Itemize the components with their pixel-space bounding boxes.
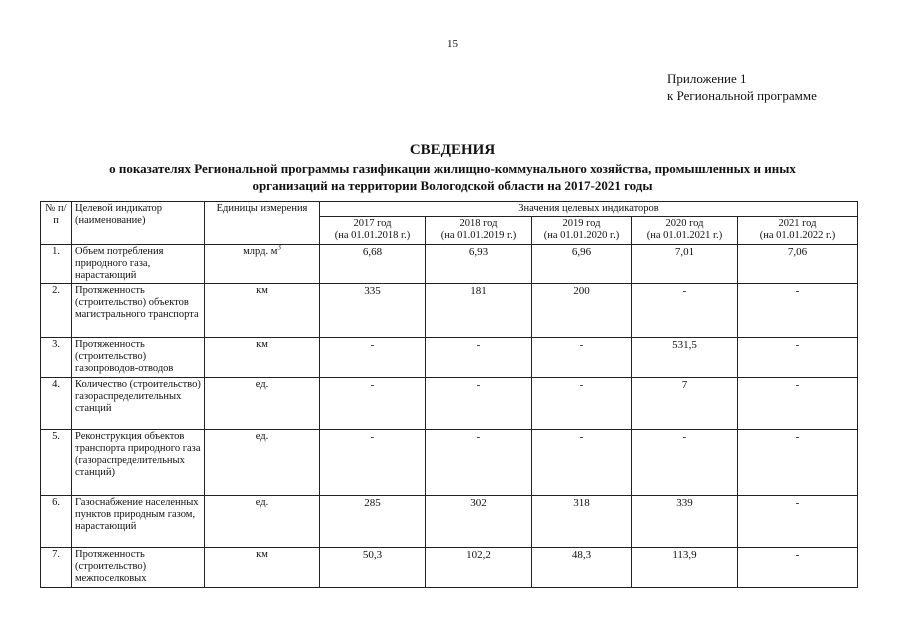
unit-cell <box>205 245 320 284</box>
unit-cell <box>205 430 320 496</box>
header-row-1 <box>41 202 858 217</box>
appendix-line-2: к Региональной программе <box>667 88 817 103</box>
indicator-name: Протяженность (строительство) объектов магистрального транспорта <box>72 284 205 338</box>
year-date: (на 01.01.2019 г.) <box>440 230 517 242</box>
unit-text: млрд. м <box>243 246 278 257</box>
value-cell: - <box>426 378 532 430</box>
appendix-note <box>667 70 817 104</box>
table-row <box>41 378 858 430</box>
unit-cell <box>205 548 320 588</box>
indicators-table <box>40 201 858 588</box>
value-cell: 6,68 <box>320 245 426 284</box>
value-cell: - <box>738 378 858 430</box>
unit-text: км <box>256 549 268 560</box>
value-cell: - <box>738 548 858 588</box>
year-label: 2018 год <box>459 218 498 230</box>
indicator-name: Протяженность (строительство) межпоселковых <box>72 548 205 588</box>
row-number: 1. <box>41 245 72 284</box>
document-title <box>40 140 865 194</box>
year-label: 2017 год <box>353 218 392 230</box>
value-cell: - <box>738 496 858 548</box>
table-row <box>41 548 858 588</box>
unit-text: ед. <box>255 431 269 442</box>
unit-cell <box>205 284 320 338</box>
appendix-line-1: Приложение 1 <box>667 71 747 86</box>
table-row <box>41 430 858 496</box>
year-date: (на 01.01.2021 г.) <box>646 230 723 242</box>
table-row <box>41 496 858 548</box>
value-cell: 6,93 <box>426 245 532 284</box>
row-number: 3. <box>41 338 72 378</box>
row-number: 7. <box>41 548 72 588</box>
value-cell: - <box>426 430 532 496</box>
value-cell: 531,5 <box>632 338 738 378</box>
value-cell: 339 <box>632 496 738 548</box>
value-cell: - <box>632 430 738 496</box>
value-cell: - <box>320 378 426 430</box>
value-cell: - <box>738 338 858 378</box>
unit-cell <box>205 338 320 378</box>
header-year <box>632 217 738 245</box>
year-date: (на 01.01.2022 г.) <box>759 230 836 242</box>
header-year <box>738 217 858 245</box>
unit-text: км <box>256 285 268 296</box>
value-cell: 7 <box>632 378 738 430</box>
value-cell: 113,9 <box>632 548 738 588</box>
value-cell: - <box>532 430 632 496</box>
row-number: 2. <box>41 284 72 338</box>
page-number: 15 <box>447 38 458 50</box>
value-cell: - <box>320 338 426 378</box>
header-indicator: Целевой индикатор (наименование) <box>72 202 205 245</box>
value-cell: 285 <box>320 496 426 548</box>
value-cell: 181 <box>426 284 532 338</box>
title-line-2: организаций на территории Вологодской области на 2017-2021 годы <box>252 178 653 193</box>
table-row <box>41 284 858 338</box>
unit-text: ед. <box>255 379 269 390</box>
row-number: 5. <box>41 430 72 496</box>
title-line-1: о показателях Региональной программы газификации жилищно-коммунального хозяйства, промышленных и иных <box>109 161 796 176</box>
value-cell: 7,06 <box>738 245 858 284</box>
header-unit: Единицы измерения <box>205 202 320 245</box>
unit-text: км <box>256 339 268 350</box>
indicator-name: Реконструкция объектов транспорта природного газа (газораспределительных станций) <box>72 430 205 496</box>
year-date: (на 01.01.2018 г.) <box>334 230 411 242</box>
value-cell: - <box>426 338 532 378</box>
row-number: 6. <box>41 496 72 548</box>
unit-cell <box>205 496 320 548</box>
value-cell: - <box>532 338 632 378</box>
indicator-name: Протяженность (строительство) газопроводов-отводов <box>72 338 205 378</box>
value-cell: 50,3 <box>320 548 426 588</box>
value-cell: - <box>532 378 632 430</box>
header-year <box>532 217 632 245</box>
header-num: № п/п <box>41 202 72 245</box>
year-label: 2021 год <box>778 218 817 230</box>
indicator-name: Количество (строительство) газораспределительных станций <box>72 378 205 430</box>
year-label: 2020 год <box>665 218 704 230</box>
row-number: 4. <box>41 378 72 430</box>
value-cell: - <box>738 284 858 338</box>
value-cell: 318 <box>532 496 632 548</box>
value-cell: 6,96 <box>532 245 632 284</box>
value-cell: 7,01 <box>632 245 738 284</box>
value-cell: 335 <box>320 284 426 338</box>
year-label: 2019 год <box>562 218 601 230</box>
indicator-name: Объем потребления природного газа, нарастающий <box>72 245 205 284</box>
value-cell: 102,2 <box>426 548 532 588</box>
unit-text: ед. <box>255 497 269 508</box>
unit-superscript: 3 <box>277 243 281 252</box>
value-cell: - <box>738 430 858 496</box>
value-cell: - <box>632 284 738 338</box>
header-year <box>426 217 532 245</box>
indicator-name: Газоснабжение населенных пунктов природным газом, нарастающий <box>72 496 205 548</box>
value-cell: 48,3 <box>532 548 632 588</box>
table-row <box>41 338 858 378</box>
value-cell: 200 <box>532 284 632 338</box>
unit-cell <box>205 378 320 430</box>
value-cell: - <box>320 430 426 496</box>
table-row <box>41 245 858 284</box>
value-cell: 302 <box>426 496 532 548</box>
header-year <box>320 217 426 245</box>
year-date: (на 01.01.2020 г.) <box>543 230 620 242</box>
header-values-group: Значения целевых индикаторов <box>320 202 858 217</box>
title-main: СВЕДЕНИЯ <box>409 142 496 158</box>
